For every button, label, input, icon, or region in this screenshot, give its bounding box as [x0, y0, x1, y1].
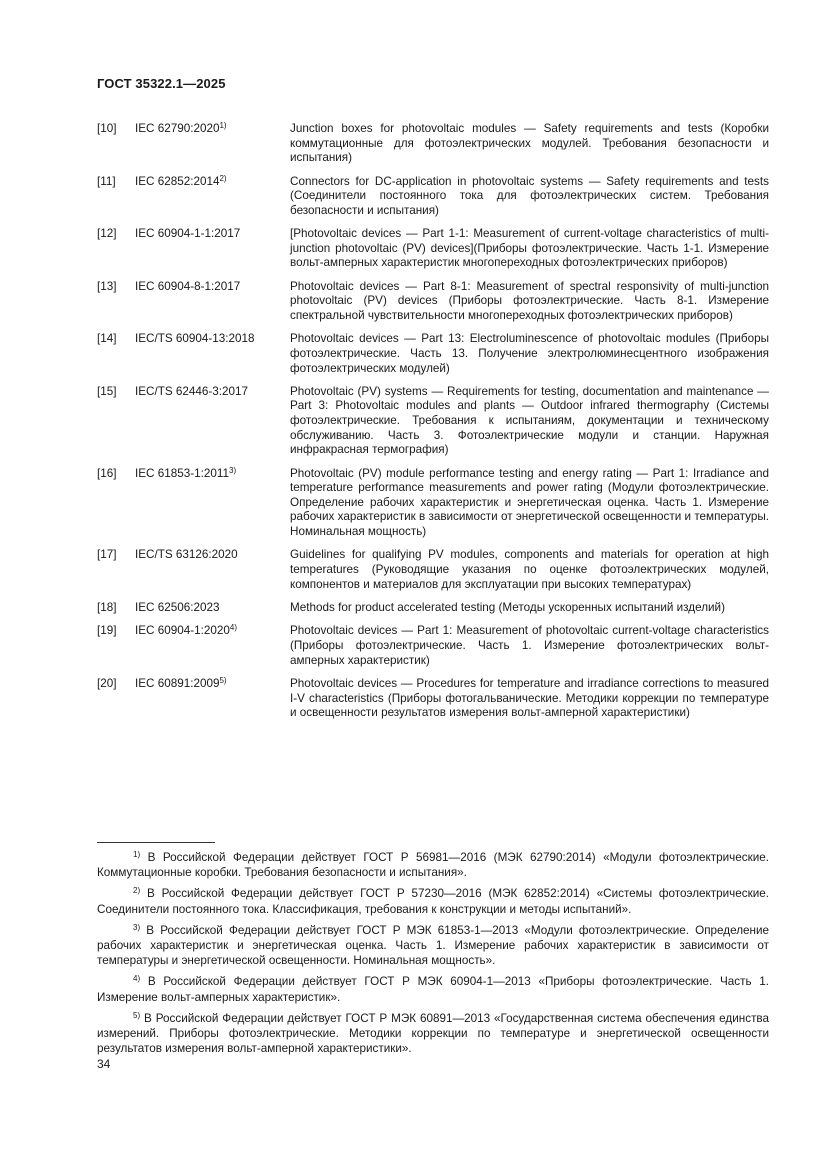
- footnote-text: В Российской Федерации действует ГОСТ Р МЭК 61853-1—2013 «Модули фотоэлектрические. Определение рабочих характеристик и энергетическая оценка. Часть 1. Измерение рабочих характеристик в зависимости от температуры и энергетической освещенности. Номинальная мощность».: [97, 923, 770, 968]
- footnote-mark: 2): [219, 173, 227, 183]
- reference-item: [97, 624, 769, 668]
- footnote: [97, 886, 769, 916]
- footnote-mark: 3): [229, 465, 237, 475]
- reference-title: Junction boxes for photovoltaic modules — Safety requirements and tests (Коробки коммутационные для фотоэлектрических модулей. Требования безопасности и испытания): [290, 122, 769, 165]
- footnote-divider: [97, 842, 215, 843]
- footnote-mark: 5): [133, 1010, 141, 1020]
- footnote: [97, 974, 769, 1004]
- footnote-mark: 2): [133, 886, 141, 896]
- footnote-mark: 1): [133, 850, 141, 859]
- reference-code: IEC 62790:2020$^{1)}$: [135, 121, 227, 135]
- footnote-text: В Российской Федерации действует ГОСТ Р МЭК 60891—2013 «Государственная система обеспечения единства измерений. Приборы фотоэлектрические. Методики коррекции по температуре и энергетической освещенности результатов измерения вольт-амперной характеристики».: [97, 1011, 769, 1056]
- footnote-mark: 5): [219, 675, 227, 685]
- reference-number: [17]: [97, 548, 117, 562]
- footnote-mark: 3): [133, 922, 141, 932]
- footnotes: [97, 850, 769, 1062]
- footnote-mark: 4): [133, 974, 141, 984]
- reference-number: [11]: [97, 174, 116, 188]
- reference-code: IEC 62506:2023: [135, 601, 220, 614]
- reference-item: [97, 175, 769, 219]
- footnote: [97, 1011, 769, 1057]
- reference-item: [97, 467, 769, 540]
- page-number: 34: [97, 1057, 111, 1071]
- reference-item: [97, 385, 769, 458]
- reference-code: IEC 61853-1:2011$^{3)}$: [135, 465, 237, 480]
- reference-title: Photovoltaic (PV) module performance testing and energy rating — Part 1: Irradiance and temperature performance measurements and power rating (Модули фотоэлектрические. Определение рабочих характеристик и энергетическая оценка. Часть 1. Измерение рабочих характеристик в зависимости от энергетической освещенности и температуры. Номинальная мощность): [290, 466, 769, 539]
- reference-number: [19]: [97, 624, 117, 638]
- footnote-mark: 4): [229, 623, 237, 633]
- reference-number: [15]: [97, 384, 117, 398]
- reference-title: Connectors for DC-application in photovoltaic systems — Safety requirements and tests (Соединители постоянного тока для фотоэлектрических систем. Требования безопасности и испытания): [290, 174, 769, 217]
- footnote-text: В Российской Федерации действует ГОСТ Р 56981—2016 (МЭК 62790:2014) «Модули фотоэлектрические. Коммутационные коробки. Требования безопасности и испытания».: [97, 851, 769, 880]
- reference-item: [97, 677, 769, 721]
- reference-code: IEC 62852:2014$^{2)}$: [135, 173, 227, 188]
- reference-title: Guidelines for qualifying PV modules, components and materials for operation at high temperatures (Руководящие указания по оценке фотоэлектрических модулей, компонентов и материалов для эксплуатации при высоких температурах): [290, 548, 769, 591]
- document-header: ГОСТ 35322.1—2025: [97, 76, 226, 91]
- reference-code: IEC/TS 62446-3:2017: [135, 384, 249, 398]
- reference-item: [97, 601, 769, 616]
- reference-number: [13]: [97, 279, 117, 293]
- reference-number: [12]: [97, 227, 117, 241]
- reference-number: [16]: [97, 466, 117, 480]
- footnote-text: В Российской Федерации действует ГОСТ Р МЭК 60904-1—2013 «Приборы фотоэлектрические. Часть 1. Измерение вольт-амперных характеристик».: [97, 975, 769, 1004]
- reference-code: IEC/TS 63126:2020: [135, 548, 238, 562]
- reference-number: [20]: [97, 676, 117, 690]
- bibliography-list: [97, 122, 769, 730]
- reference-number: [10]: [97, 122, 117, 135]
- reference-number: [18]: [97, 601, 117, 614]
- reference-code: IEC 60904-8-1:2017: [135, 279, 241, 293]
- reference-code: IEC/TS 60904-13:2018: [135, 332, 255, 346]
- reference-number: [14]: [97, 332, 117, 346]
- footnote-mark: 1): [219, 121, 227, 130]
- reference-title: Photovoltaic (PV) systems — Requirements for testing, documentation and maintenance — Part 3: Photovoltaic modules and plants — Outdoor infrared thermography (Системы фотоэлектрические. Требования к испытаниям, документации и техническому обслуживанию. Часть 3. Фотоэлектрические модули и станции. Наружная инфракрасная термография): [290, 384, 769, 457]
- reference-title: [Photovoltaic devices — Part 1-1: Measurement of current-voltage characteristics of multi-junction photovoltaic (PV) devices](Приборы фотоэлектрические. Часть 1-1. Измерение вольт-амперных характеристик многопереходных фотоэлектрических приборов): [290, 227, 769, 270]
- reference-code: IEC 60904-1-1:2017: [135, 227, 241, 241]
- footnote: [97, 923, 769, 969]
- reference-code: IEC 60891:2009$^{5)}$: [135, 675, 227, 690]
- reference-code: IEC 60904-1:2020$^{4)}$: [135, 623, 237, 638]
- reference-title: Photovoltaic devices — Part 8-1: Measurement of spectral responsivity of multi-junction photovoltaic (PV) devices (Приборы фотоэлектрические. Часть 8-1. Измерение спектральной чувствительности многопереходных фотоэлектрических приборов): [290, 279, 769, 322]
- footnote-text: В Российской Федерации действует ГОСТ Р 57230—2016 (МЭК 62852:2014) «Системы фотоэлектрические. Соединители постоянного тока. Классификация, требования к конструкции и методы испытаний».: [97, 887, 769, 916]
- reference-title: Methods for product accelerated testing (Методы ускоренных испытаний изделий): [290, 601, 725, 614]
- reference-title: Photovoltaic devices — Part 13: Electroluminescence of photovoltaic modules (Приборы фотоэлектрические. Часть 13. Получение электролюминесцентного изображения фотоэлектрических модулей): [290, 332, 769, 375]
- reference-item: [97, 332, 769, 376]
- reference-title: Photovoltaic devices — Procedures for temperature and irradiance corrections to measured I-V characteristics (Приборы фотогальванические. Методики коррекции по температуре и освещенности результатов измерения вольт-амперной характеристики): [290, 676, 769, 720]
- reference-item: [97, 227, 769, 271]
- reference-item: [97, 280, 769, 324]
- footnote: [97, 850, 769, 880]
- reference-title: Photovoltaic devices — Part 1: Measurement of photovoltaic current-voltage characteristics (Приборы фотоэлектрические. Часть 1. Измерение фотоэлектрических вольт-амперных характеристик): [290, 624, 769, 667]
- reference-item: [97, 548, 769, 592]
- reference-item: [97, 122, 769, 166]
